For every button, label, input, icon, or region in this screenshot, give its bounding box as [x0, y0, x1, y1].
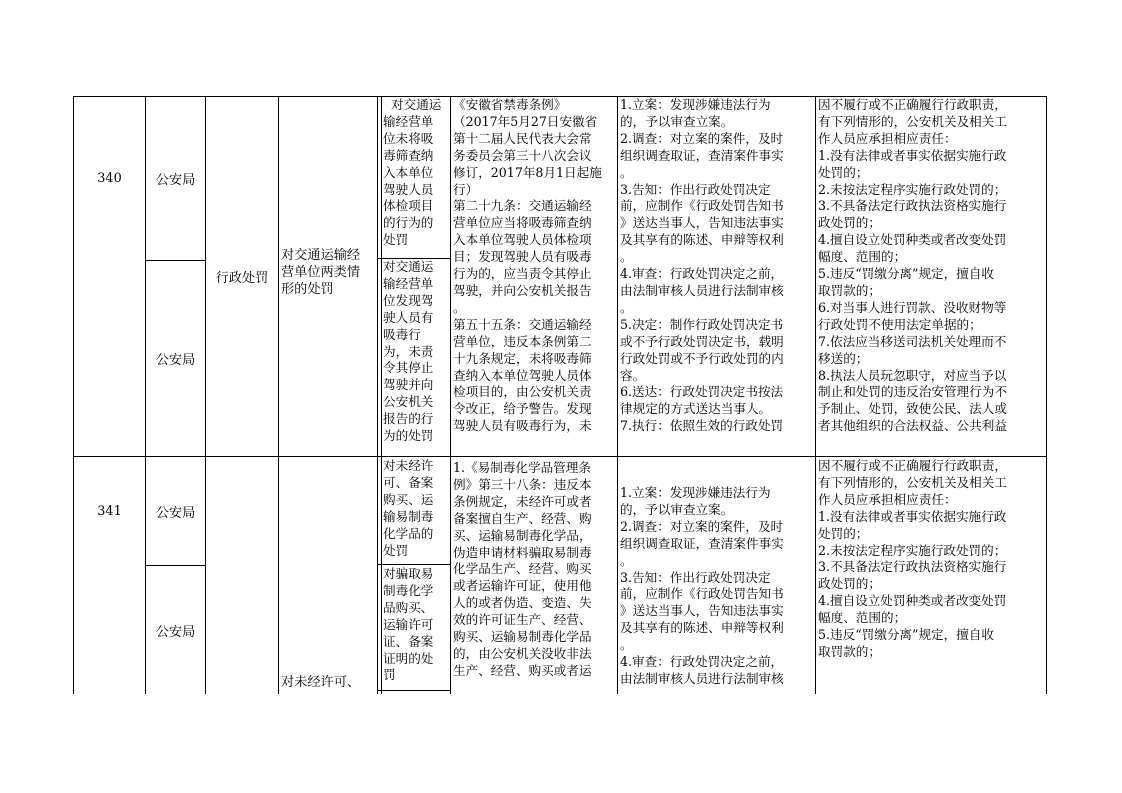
subitem-line: 位发现驾: [383, 292, 434, 308]
basis-line: 的，由公安机关没收非法: [453, 645, 592, 661]
liability-line: 行政处罚不使用法定单据的；: [818, 316, 982, 332]
row-341-process: [620, 485, 815, 694]
row-341-subitem-1: [383, 458, 450, 564]
subitem-line: 为，未责: [383, 343, 434, 359]
basis-line: 营单位，违反本条例第二: [453, 333, 592, 349]
subitem-line: 输易制毒: [383, 508, 434, 524]
subitem-line: 报告的行: [383, 411, 434, 427]
agency: 公安局: [155, 506, 196, 521]
subitem-line: 毒筛查纳: [383, 147, 434, 163]
row-number: 341: [97, 504, 122, 519]
process-line: 的，予以审查立案。: [620, 113, 734, 129]
basis-line: 化学品生产、经营、购买: [453, 561, 592, 577]
basis-line: 驾驶，并向公安机关报告: [453, 282, 592, 298]
basis-line: 入本单位驾驶人员体检项: [453, 232, 592, 248]
process-line: 3.告知：作出行政处罚决定: [620, 569, 771, 585]
subitem-line: 购买、运: [383, 491, 434, 507]
basis-line: 十九条规定，未将吸毒筛: [453, 350, 592, 366]
subitem-line: 输经营单: [383, 275, 434, 291]
liability-line: 2.未按法定程序实施行政处罚的；: [818, 542, 1007, 558]
subitem-line: 位未将吸: [383, 130, 434, 146]
basis-line: 第二十九条：交通运输经: [453, 198, 592, 214]
basis-line: 目；发现驾驶人员有吸毒: [453, 249, 592, 265]
process-line: 。: [620, 552, 633, 568]
basis-line: 条例规定，未经许可或者: [453, 493, 592, 509]
basis-line: 或者运输许可证，使用他: [453, 578, 592, 594]
basis-line: 。: [453, 299, 466, 315]
basis-line: 行为的，应当责令其停止: [453, 266, 592, 282]
liability-line: 因不履行或不正确履行行政职责，: [818, 458, 1007, 473]
agency: 公安局: [155, 353, 196, 368]
liability-line: 取罚款的；: [818, 643, 881, 659]
rule-col-4a: [377, 96, 378, 694]
process-line: 组织调查取证，查清案件事实: [620, 535, 784, 551]
liability-line: 1.没有法律或者事实依据实施行政: [818, 147, 1007, 163]
liability-line: 因不履行或不正确履行行政职责，: [818, 97, 1007, 112]
subitem-line: 处罚: [383, 232, 409, 248]
liability-line: 作人员应承担相应责任：: [818, 491, 957, 507]
basis-line: 检项目的，由公安机关责: [453, 384, 592, 400]
row-340-liability: [818, 97, 1046, 456]
subitem-line: 可、备案: [383, 474, 434, 490]
subitem-line: 令其停止: [383, 360, 434, 376]
liability-line: 3.不具备法定行政执法资格实施行: [818, 198, 1007, 214]
basis-line: 务委员会第三十八次会议: [453, 147, 592, 163]
basis-line: 修订，2017年8月1日起施: [453, 164, 602, 180]
basis-line: 行）: [453, 181, 479, 197]
subitem-line: 吸毒行: [383, 326, 421, 342]
basis-line: 营单位应当将吸毒筛查纳: [453, 215, 592, 231]
row-341-agency-bottom: [146, 566, 205, 694]
row-340-category: [206, 97, 278, 456]
process-line: 4.审查：行政处罚决定之前，: [620, 654, 784, 670]
basis-line: 令改正，给予警告。发现: [453, 401, 592, 417]
process-line: 7.执行：依照生效的行政处罚: [620, 418, 784, 434]
row-341-number: [74, 458, 145, 565]
liability-line: 6.对当事人进行罚款、没收财物等: [818, 299, 1007, 315]
rule-sub-341: [377, 564, 450, 565]
liability-line: 政处罚的；: [818, 215, 881, 231]
process-line: 》送达当事人，告知违法事实: [620, 215, 784, 231]
row-340-basis: [453, 97, 617, 456]
liability-line: 8.执法人员玩忽职守，对应当予以: [818, 367, 1007, 383]
rule-col-3: [278, 96, 279, 694]
subitem-line: 体检项目: [383, 198, 434, 214]
liability-line: 有下列情形的，公安机关及相关工: [818, 474, 1007, 490]
subitem-line: 驾驶人员: [383, 181, 434, 197]
process-line: 。: [620, 299, 633, 315]
row-number: 340: [97, 171, 122, 186]
basis-line: 例》第三十八条：违反本: [453, 476, 592, 492]
basis-line: 《安徽省禁毒条例》: [453, 97, 567, 112]
rule-col-5: [450, 96, 451, 694]
item-line: 对交通运输经: [281, 248, 361, 263]
process-line: 6.送达：行政处罚决定书按法: [620, 384, 784, 400]
subitem-line: 运输许可: [383, 616, 434, 632]
liability-line: 处罚的；: [818, 525, 869, 541]
rule-col-4b: [381, 96, 382, 694]
basis-line: 购买、运输易制毒化学品: [453, 629, 592, 645]
liability-line: 4.擅自设立处罚种类或者改变处罚: [818, 593, 1007, 609]
basis-line: 第十二届人民代表大会常: [453, 130, 592, 146]
basis-line: 伪造申请材料骗取易制毒: [453, 544, 592, 560]
subitem-line: 为的处罚: [383, 428, 434, 444]
subitem-line: 对交通运: [383, 97, 442, 112]
row-341-subitem-2: [383, 566, 450, 690]
subitem-line: 对未经许: [383, 458, 434, 473]
row-340-process: [620, 97, 815, 456]
basis-line: 驾驶人员有吸毒行为，未: [453, 418, 592, 434]
item-line: 对未经许可、: [281, 675, 361, 690]
basis-line: 买、运输易制毒化学品，: [453, 527, 592, 543]
process-line: 4.审查：行政处罚决定之前，: [620, 266, 784, 282]
process-line: 由法制审核人员进行法制审核: [620, 670, 784, 686]
row-341-item: [281, 675, 377, 694]
subitem-line: 对骗取易: [383, 566, 434, 581]
basis-line: 效的许可证生产、经营、: [453, 612, 592, 628]
subitem-line: 品购买、: [383, 599, 434, 615]
row-340-subitem-1: [383, 97, 450, 258]
item-line: 形的处罚: [281, 281, 334, 297]
liability-line: 7.依法应当移送司法机关处理而不: [818, 333, 1007, 349]
process-line: 及其享有的陈述、申辩等权利: [620, 620, 784, 636]
process-line: 的，予以审查立案。: [620, 501, 734, 517]
liability-line: 1.没有法律或者事实依据实施行政: [818, 508, 1007, 524]
process-line: 3.告知：作出行政处罚决定: [620, 181, 771, 197]
basis-line: 人的或者伪造、变造、失: [453, 595, 592, 611]
basis-line: 第五十五条：交通运输经: [453, 316, 592, 332]
liability-line: 制止和处罚的违反治安管理行为不: [818, 384, 1007, 400]
rule-col-7: [815, 96, 816, 694]
row-340-agency-bottom: [146, 261, 205, 456]
liability-line: 5.违反“罚缴分离”规定，擅自收: [818, 266, 995, 282]
liability-line: 3.不具备法定行政执法资格实施行: [818, 559, 1007, 575]
basis-line: 生产、经营、购买或者运: [453, 662, 592, 678]
process-line: 2.调查：对立案的案件，及时: [620, 130, 784, 146]
process-line: 1.立案：发现涉嫌违法行为: [620, 97, 771, 112]
rule-col-6: [617, 96, 618, 694]
subitem-line: 驾驶并向: [383, 377, 434, 393]
liability-line: 作人员应承担相应责任：: [818, 130, 957, 146]
row-341-basis: [453, 460, 617, 694]
row-340-agency-top: [146, 97, 205, 260]
agency: 公安局: [155, 624, 196, 640]
subitem-line: 驶人员有: [383, 309, 434, 325]
process-line: 前，应制作《行政处罚告知书: [620, 586, 784, 602]
rule-sub-341-bottom: [377, 690, 450, 691]
subitem-line: 输经营单: [383, 113, 434, 129]
subitem-line: 入本单位: [383, 164, 434, 180]
process-line: 》送达当事人，告知违法事实: [620, 603, 784, 619]
liability-line: 幅度、范围的；: [818, 249, 907, 265]
process-line: 及其享有的陈述、申辩等权利: [620, 232, 784, 248]
process-line: 或不予行政处罚决定书，载明: [620, 333, 784, 349]
process-line: 组织调查取证，查清案件事实: [620, 147, 784, 163]
basis-line: （2017年5月27日安徽省: [453, 113, 598, 129]
process-line: 。: [620, 637, 633, 653]
row-341-liability: [818, 458, 1046, 694]
liability-line: 处罚的；: [818, 164, 869, 180]
agency: 公安局: [155, 173, 196, 188]
basis-line: 查纳入本单位驾驶人员体: [453, 367, 592, 383]
liability-line: 取罚款的；: [818, 282, 881, 298]
row-340-item: [281, 248, 377, 318]
subitem-line: 公安机关: [383, 394, 434, 410]
process-line: 律规定的方式送达当事人。: [620, 401, 772, 417]
subitem-line: 制毒化学: [383, 582, 434, 598]
liability-line: 2.未按法定程序实施行政处罚的；: [818, 181, 1007, 197]
liability-line: 5.违反“罚缴分离”规定，擅自收: [818, 627, 995, 643]
liability-line: 予制止、处罚，致使公民、法人或: [818, 401, 1007, 417]
subitem-line: 证、备案: [383, 633, 434, 649]
subitem-line: 的行为的: [383, 215, 434, 231]
basis-line: 1.《易制毒化学品管理条: [453, 460, 591, 475]
liability-line: 政处罚的；: [818, 576, 881, 592]
liability-line: 4.擅自设立处罚种类或者改变处罚: [818, 232, 1007, 248]
basis-line: 备案擅自生产、经营、购: [453, 510, 592, 526]
process-line: 1.立案：发现涉嫌违法行为: [620, 485, 771, 500]
process-line: 由法制审核人员进行法制审核: [620, 282, 784, 298]
subitem-line: 对交通运: [383, 259, 434, 274]
liability-line: 移送的；: [818, 350, 869, 366]
liability-line: 有下列情形的，公安机关及相关工: [818, 113, 1007, 129]
process-line: 行政处罚或不予行政处罚的内: [620, 350, 784, 366]
process-line: 。: [620, 164, 633, 180]
liability-line: 幅度、范围的；: [818, 610, 907, 626]
category: 行政处罚: [215, 271, 269, 286]
subitem-line: 处罚: [383, 542, 409, 558]
subitem-line: 罚: [383, 667, 396, 683]
rule-col-8: [1046, 96, 1047, 694]
liability-line: 者其他组织的合法权益、公共利益: [818, 418, 1007, 434]
process-line: 5.决定：制作行政处罚决定书: [620, 316, 784, 332]
subitem-line: 证明的处: [383, 650, 434, 666]
process-line: 2.调查：对立案的案件，及时: [620, 518, 784, 534]
subitem-line: 化学品的: [383, 525, 434, 541]
process-line: 。: [620, 249, 633, 265]
process-line: 容。: [620, 367, 646, 383]
row-340-subitem-2: [383, 259, 450, 456]
process-line: 前，应制作《行政处罚告知书: [620, 198, 784, 214]
item-line: 营单位两类情: [281, 264, 361, 280]
row-341-agency-top: [146, 458, 205, 565]
row-340-number: [74, 97, 145, 260]
